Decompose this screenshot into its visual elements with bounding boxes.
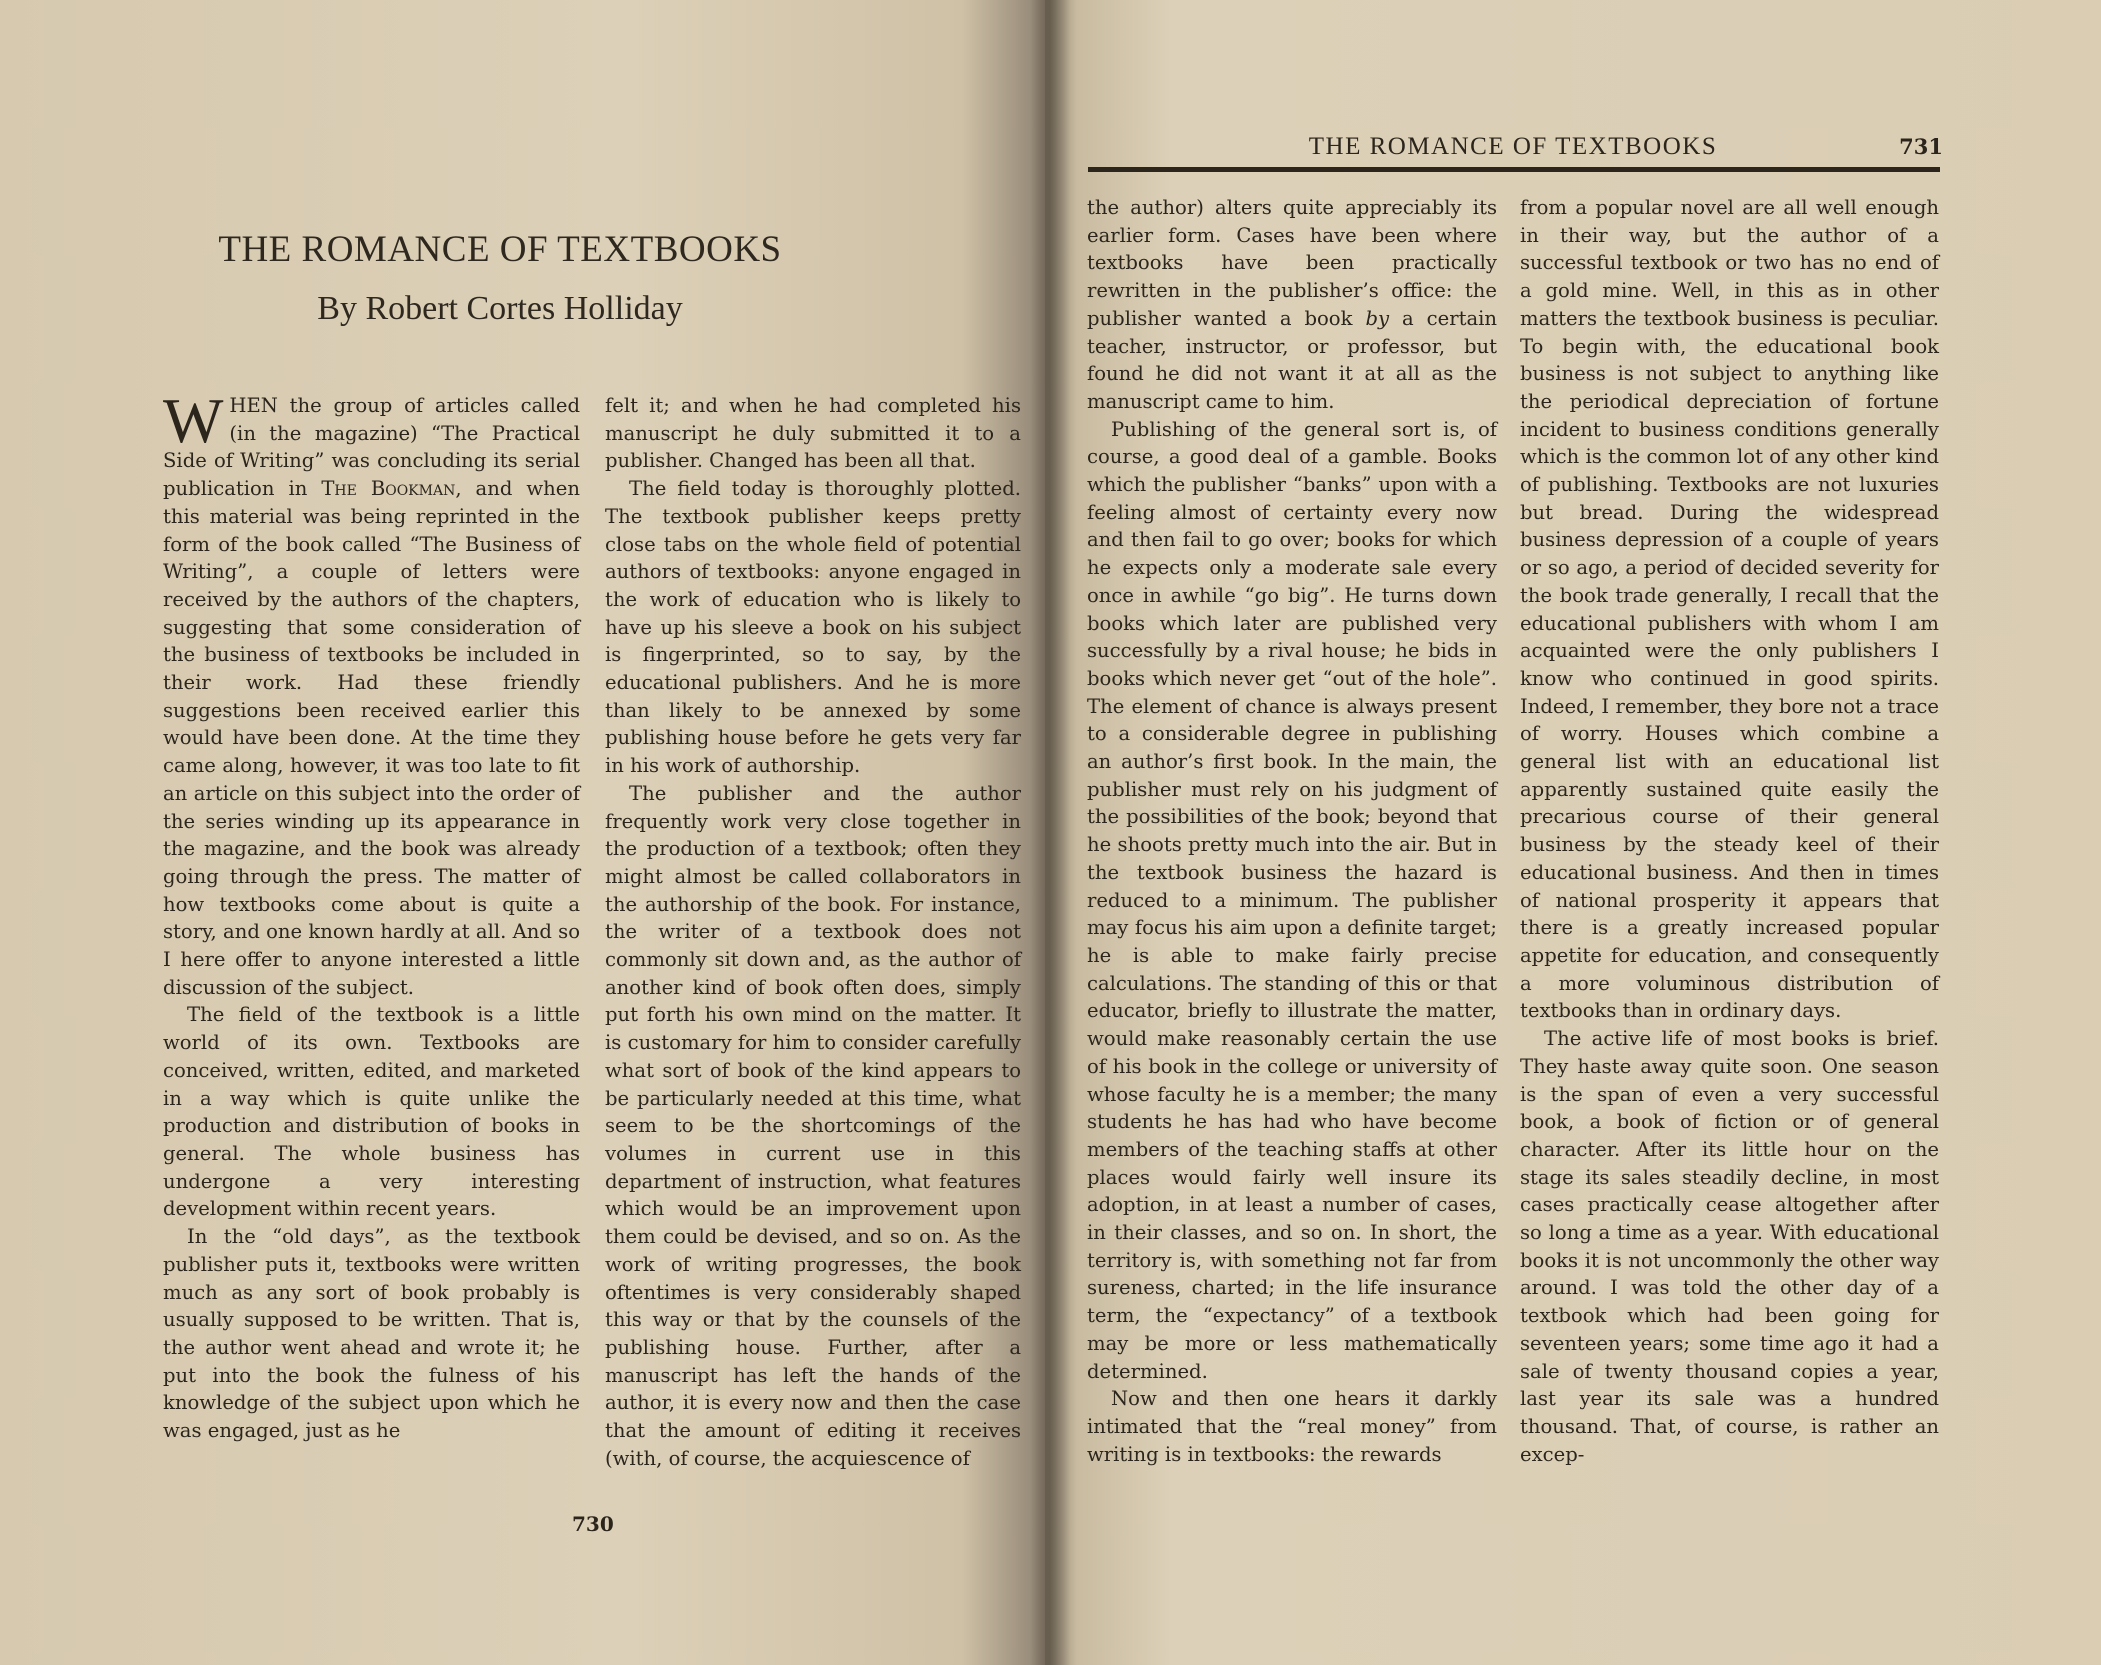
paragraph: In the “old days”, as the textbook publisher puts it, textbooks were written much as any sort of book probably is usually supposed to be written. That is, the author went ahead and wrote it; he put into the book the fulness of his knowledge of the subject upon which he was engaged, just as he xyxy=(163,1225,580,1443)
page-number-right: 731 xyxy=(1899,134,1943,159)
paragraph: the author) alters quite appreciably its earlier form. Cases have been where textbooks have been practically rewritten in the publisher’s office: the publisher wanted a book by a certain teacher, instructor, or professor, but found he did not want it at all as the manuscript came to him. xyxy=(1087,196,1498,413)
right-page xyxy=(1045,0,2101,1665)
running-head: THE ROMANCE OF TEXTBOOKS xyxy=(1308,133,1718,160)
paragraph: from a popular novel are all well enough in their way, but the author of a successful textbook or two has no end of a gold mine. Well, in this as in other matters the textbook business is peculiar. To begin with, the educational book business is not subject to anything like the periodical depreciation of fortune incident to business conditions generally which is the common lot of any other kind of publishing. Textbooks are not luxuries but bread. During the widespread business depression of a couple of years or so ago, a period of decided severity for the book trade generally, I recall that the educational publishers with whom I am acquainted were the only publishers I know who continued in good spirits. Indeed, I remember, they bore not a trace of worry. Houses which combine a general list with an educational list apparently sustained quite easily the precarious course of their general business by the steady keel of their educational business. And then in times of national prosperity it appears that there is a greatly increased popular appetite for education, and consequently a more voluminous distribution of textbooks than in ordinary days. xyxy=(1520,196,1939,1023)
paragraph: The active life of most books is brief. They haste away quite soon. One season is the span of even a very successful book, a book of fiction or of general character. After its little hour on the stage its sales steadily decline, in most cases practically cease altogether after so long a time as a year. With educational books it is not uncommonly the other way around. I was told the other day of a textbook which had been going for seventeen years; some time ago it had a sale of twenty thousand copies a year, last year its sale was a hundred thousand. That, of course, is rather an excep- xyxy=(1520,1027,1939,1466)
paragraph: The publisher and the author frequently work very close together in the production of a textbook; often they might almost be called collaborators in the authorship of the book. For instance, the writer of a textbook does not commonly sit down and, as the author of another kind of book often does, simply put forth his own mind on the matter. It is customary for him to consider carefully what sort of book of the kind appears to be particularly needed at this time, what seem to be the shortcomings of the volumes in current use in this department of instruction, what features which would be an improvement upon them could be devised, and so on. As the work of writing progresses, the book oftentimes is very considerably shaped this way or that by the counsels of the publishing house. Further, after a manuscript has left the hands of the author, it is every now and then the case that the amount of editing it receives (with, of course, the acquiescence of xyxy=(605,781,1021,1470)
right-column-1 xyxy=(1087,194,1497,1468)
magazine-name: The Bookman xyxy=(321,477,456,501)
right-column-2 xyxy=(1520,194,1939,1468)
article-title: THE ROMANCE OF TEXTBOOKS xyxy=(218,229,782,270)
left-page xyxy=(0,0,1045,1665)
article-byline: By Robert Cortes Holliday xyxy=(317,290,683,327)
left-column-2 xyxy=(605,392,1021,1472)
gutter-shadow xyxy=(1030,0,1070,1665)
paragraph: Now and then one hears it darkly intimated that the “real money” from writing is in textbooks: the rewards xyxy=(1087,1387,1497,1466)
page-number-left: 730 xyxy=(572,1512,614,1536)
paragraph: WHEN the group of articles called (in the magazine) “The Practical Side of Writing” was concluding its serial publication in The Bookman, and when this material was being reprinted in the form of the book called “The Business of Writing”, a couple of letters were received by the authors of the chapters, suggesting that some consideration of the business of textbooks be included in their work. Had these friendly suggestions been received earlier this would have been done. At the time they came along, however, it was too late to fit an article on this subject into the order of the series winding up its appearance in the magazine, and the book was already going through the press. The matter of how textbooks come about is quite a story, and one known hardly at all. And so I here offer to anyone interested a little discussion of the subject. xyxy=(163,385,580,999)
paragraph: Publishing of the general sort is, of course, a good deal of a gamble. Books which the publisher “banks” upon with a feeling almost of certainty every now and then fail to go over; books for which he expects only a moderate sale every once in awhile “go big”. He turns down books which later are published very successfully by a rival house; he bids in books which never get “out of the hole”. The element of chance is always present to a considerable degree in publishing an author’s first book. In the main, the publisher must rely on his judgment of the possibilities of the book; beyond that he shoots pretty much into the air. But in the textbook business the hazard is reduced to a minimum. The publisher may focus his aim upon a definite target; he is able to make fairly precise calculations. The standing of this or that educator, briefly to illustrate the matter, would make reasonably certain the use of his book in the college or university of whose faculty he is a member; the many students he has had who have become members of the teaching staffs at other places would fairly well insure its adoption, in at least a number of cases, in their classes, and so on. In short, the territory is, with something not far from sureness, charted; in the life insurance term, the “expectancy” of a textbook may be more or less mathematically determined. xyxy=(1087,417,1497,1383)
left-column-1 xyxy=(163,385,580,1445)
paragraph: The field of the textbook is a little world of its own. Textbooks are conceived, written, edited, and marketed in a way which is quite unlike the production and distribution of books in general. The whole business has undergone a very interesting development within recent years. xyxy=(163,1003,580,1221)
header-rule xyxy=(1088,167,1940,172)
paragraph: felt it; and when he had completed his manuscript he duly submitted it to a publisher. Changed has been all that. xyxy=(605,394,1021,473)
drop-cap: W xyxy=(163,385,224,456)
paragraph: The field today is thoroughly plotted. The textbook publisher keeps pretty close tabs on the whole field of potential authors of textbooks: anyone engaged in the work of education who is likely to have up his sleeve a book on his subject is fingerprinted, so to say, by the educational publishers. And he is more than likely to be annexed by some publishing house before he gets very far in his work of authorship. xyxy=(605,477,1021,778)
